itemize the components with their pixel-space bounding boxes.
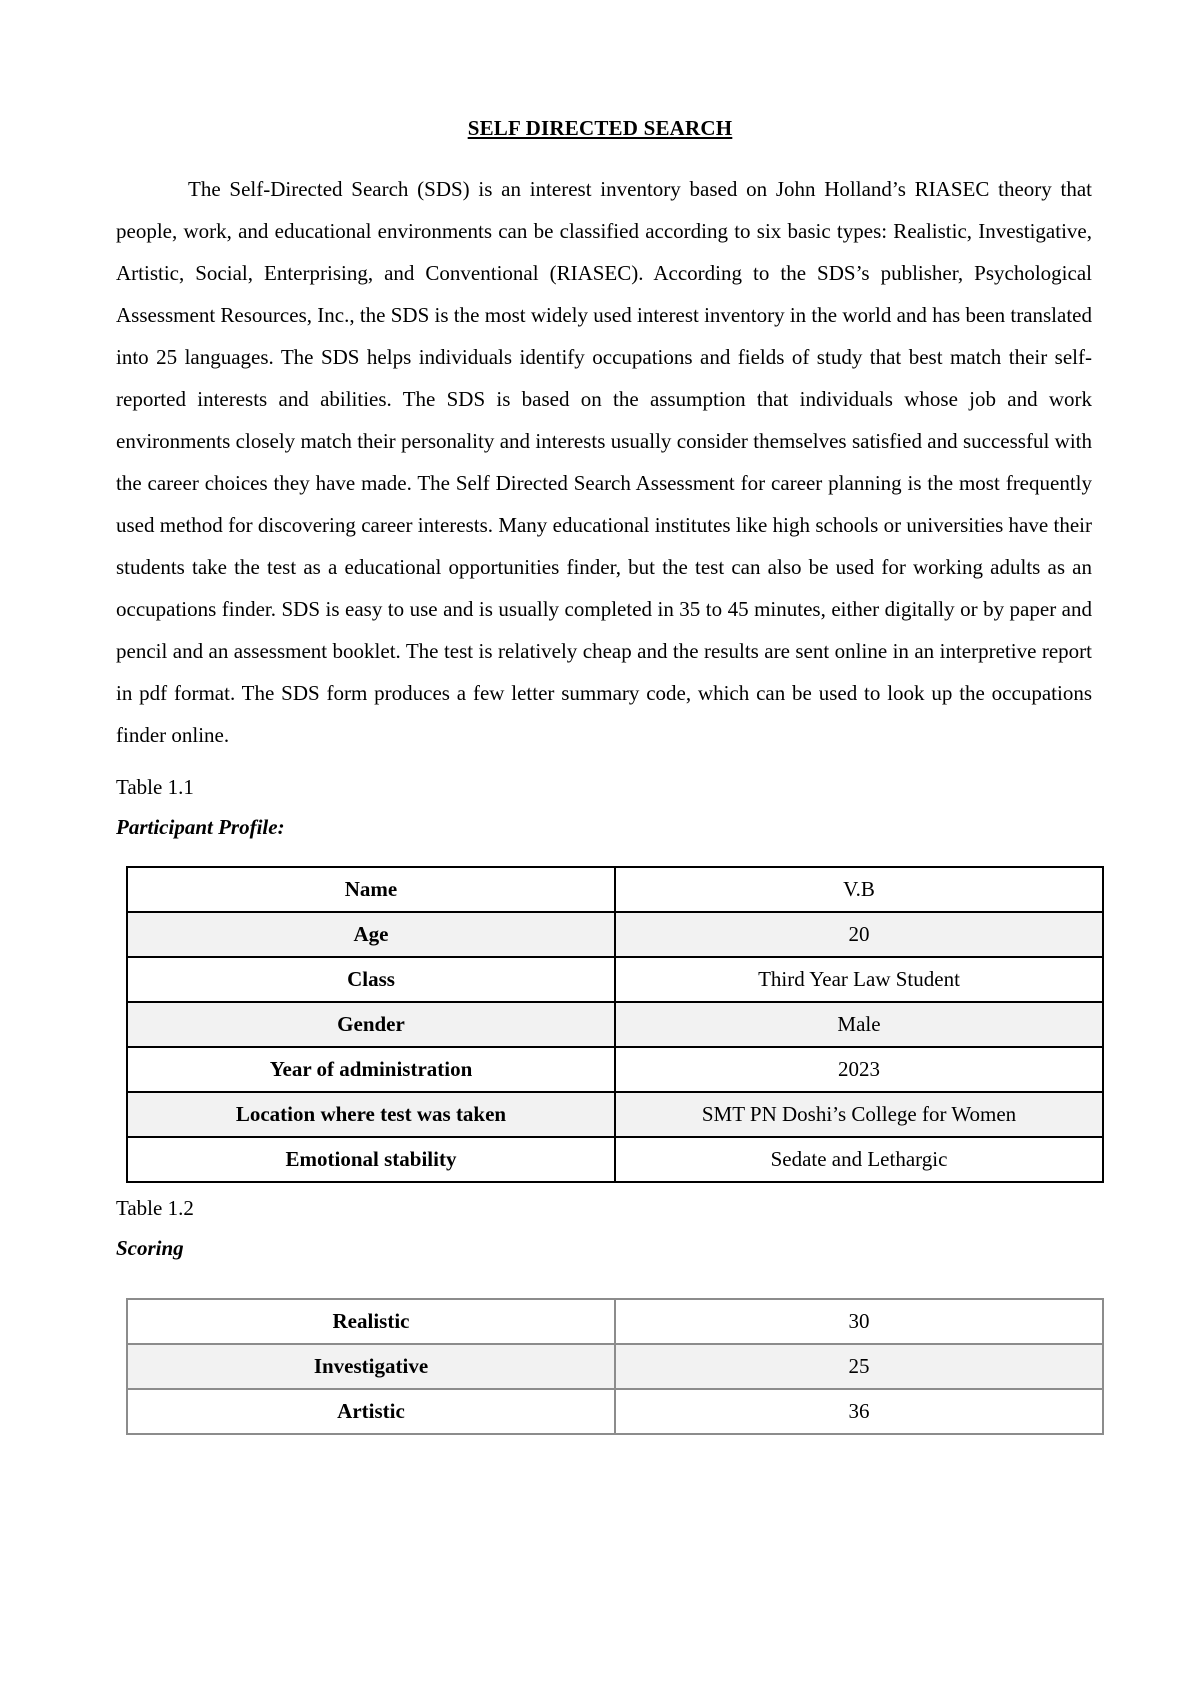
table-cell-label: Artistic <box>127 1389 615 1434</box>
table-cell-value: 36 <box>615 1389 1103 1434</box>
table-row <box>127 1047 1103 1092</box>
table-cell-label: Investigative <box>127 1344 615 1389</box>
table-cell-value: Male <box>615 1002 1103 1047</box>
table-row <box>127 1389 1103 1434</box>
table-cell-label: Year of administration <box>127 1047 615 1092</box>
intro-paragraph: The Self-Directed Search (SDS) is an interest inventory based on John Holland’s RIASEC theory that people, work, and educational environments can be classified according to six basic types: Realistic, Investigative, Artistic, Social, Enterprising, and Conventional (RIASEC). According to the SDS’s publisher, Psychological Assessment Resources, Inc., the SDS is the most widely used interest inventory in the world and has been translated into 25 languages. The SDS helps individuals identify occupations and fields of study that best match their self-reported interests and abilities. The SDS is based on the assumption that individuals whose job and work environments closely match their personality and interests usually consider themselves satisfied and successful with the career choices they have made. The Self Directed Search Assessment for career planning is the most frequently used method for discovering career interests. Many educational institutes like high schools or universities have their students take the test as a educational opportunities finder, but the test can also be used for working adults as an occupations finder. SDS is easy to use and is usually completed in 35 to 45 minutes, either digitally or by paper and pencil and an assessment booklet. The test is relatively cheap and the results are sent online in an interpretive report in pdf format. The SDS form produces a few letter summary code, which can be used to look up the occupations finder online. <box>116 177 1092 747</box>
table-cell-label: Class <box>127 957 615 1002</box>
table-cell-label: Gender <box>127 1002 615 1047</box>
table-row <box>127 1299 1103 1344</box>
participant-profile-table <box>126 866 1104 1183</box>
table-cell-value: 2023 <box>615 1047 1103 1092</box>
table-cell-label: Location where test was taken <box>127 1092 615 1137</box>
table-cell-value: SMT PN Doshi’s College for Women <box>615 1092 1103 1137</box>
table-cell-label: Name <box>127 867 615 912</box>
table2-caption: Table 1.2 <box>116 1196 194 1220</box>
table-cell-value: Sedate and Lethargic <box>615 1137 1103 1182</box>
document-title: SELF DIRECTED SEARCH <box>467 116 733 140</box>
table-row <box>127 1002 1103 1047</box>
table-cell-value: V.B <box>615 867 1103 912</box>
table-cell-label: Emotional stability <box>127 1137 615 1182</box>
table-cell-value: Third Year Law Student <box>615 957 1103 1002</box>
table-row <box>127 1137 1103 1182</box>
table-cell-label: Age <box>127 912 615 957</box>
scoring-table <box>126 1298 1104 1435</box>
table-row <box>127 957 1103 1002</box>
table-row <box>127 1344 1103 1389</box>
table2-subtitle: Scoring <box>116 1236 184 1260</box>
table-cell-label: Realistic <box>127 1299 615 1344</box>
table-row <box>127 867 1103 912</box>
table1-caption: Table 1.1 <box>116 775 194 799</box>
table-cell-value: 20 <box>615 912 1103 957</box>
table-cell-value: 30 <box>615 1299 1103 1344</box>
table-row <box>127 912 1103 957</box>
table-row <box>127 1092 1103 1137</box>
table1-subtitle: Participant Profile: <box>116 815 285 839</box>
table-cell-value: 25 <box>615 1344 1103 1389</box>
